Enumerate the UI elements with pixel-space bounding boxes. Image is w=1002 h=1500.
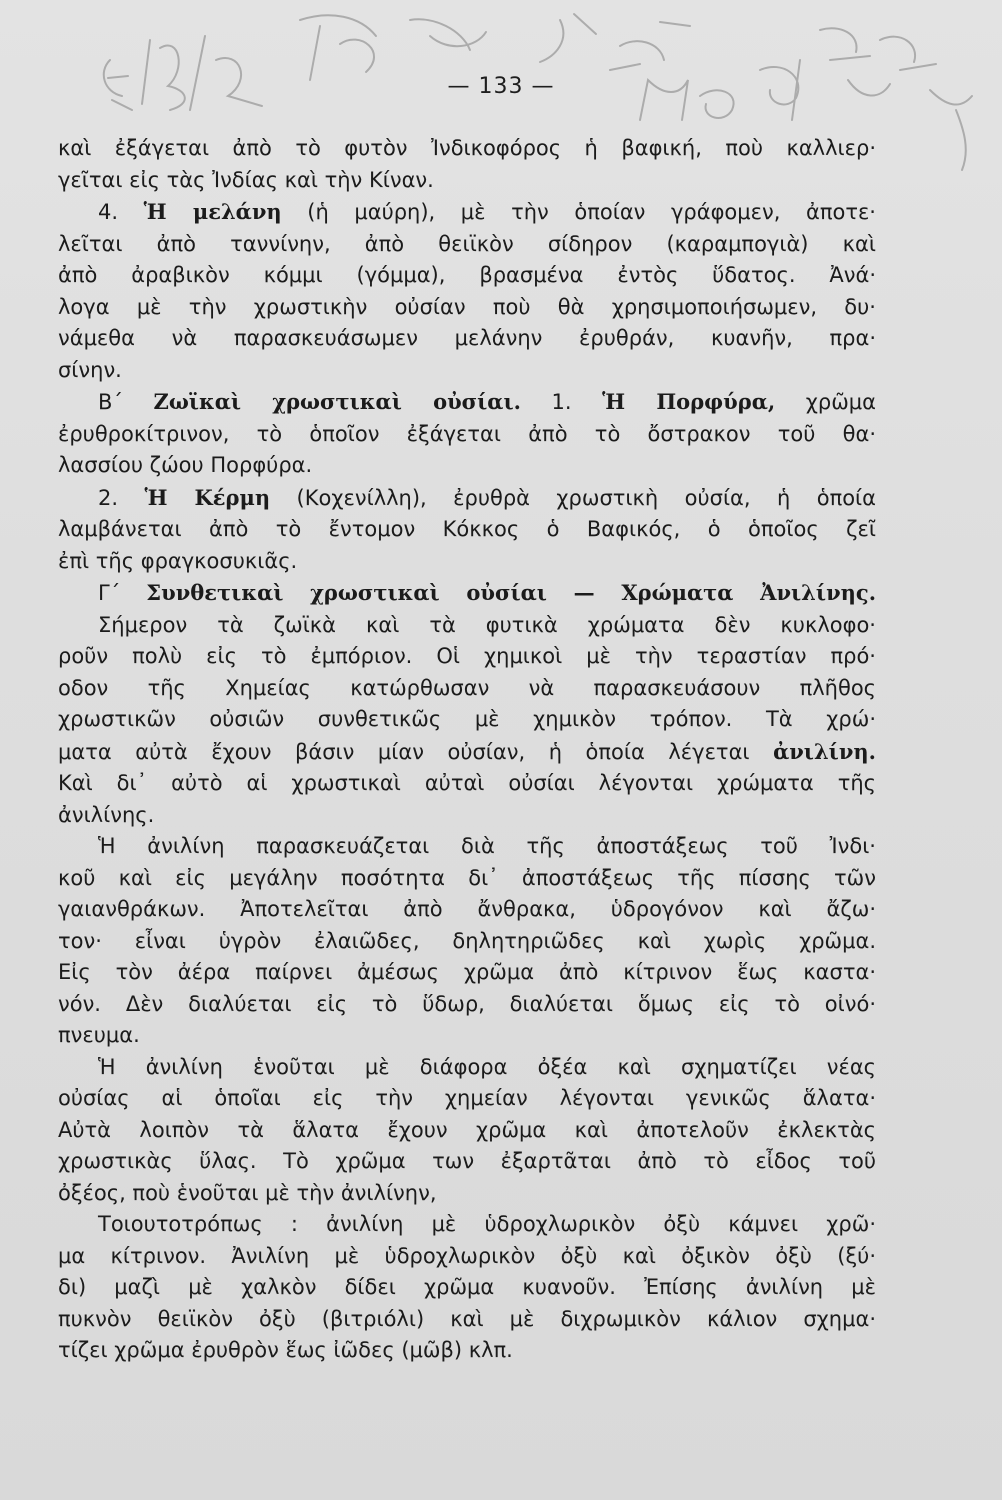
- text-line: [58, 260, 876, 292]
- text-line-text: ὀξέος, ποὺ ἑνοῦται μὲ τὴν ἀνιλίνην,: [58, 1180, 437, 1205]
- text-line: [58, 1083, 876, 1115]
- text-line-bold2: Ἡ Πορφύρα,: [602, 389, 776, 414]
- text-line-text: κοῦ καὶ εἰς μεγάλην ποσότητα δι᾽ ἀποστάξεως τῆς πίσσης τῶν: [58, 865, 876, 890]
- text-line: [58, 894, 876, 926]
- text-line-text: οδον τῆς Χημείας κατώρθωσαν νὰ παρασκευάσουν πλῆθος: [58, 675, 876, 700]
- text-line: [58, 641, 876, 673]
- text-line-text: οὐσίας αἱ ὁποῖαι εἰς τὴν χημείαν λέγονται γενικῶς ἅλατα·: [58, 1086, 876, 1110]
- text-line-text: Αὐτὰ λοιπὸν τὰ ἅλατα ἔχουν χρῶμα καὶ ἀποτελοῦν ἐκλεκτὰς: [58, 1117, 876, 1142]
- text-line: [58, 1209, 876, 1241]
- text-line: [58, 546, 876, 578]
- text-line: [58, 863, 876, 895]
- text-line: [58, 1052, 876, 1084]
- text-line: [58, 229, 876, 261]
- text-line: [58, 1115, 876, 1147]
- text-line-text: ροῦν πολὺ εἰς τὸ ἐμπόριον. Οἱ χημικοὶ μὲ τὴν τεραστίαν πρό·: [58, 644, 876, 668]
- text-line: [58, 133, 876, 165]
- text-line: [58, 1335, 876, 1367]
- text-line: [58, 1304, 876, 1336]
- text-line: [58, 450, 876, 482]
- text-line: [58, 1272, 876, 1304]
- text-line: [58, 610, 876, 642]
- text-line: [58, 514, 876, 546]
- text-line-text: ἀνιλίνης.: [58, 802, 155, 827]
- text-line-text: ματα αὐτὰ ἔχουν βάσιν μίαν οὐσίαν, ἡ ὁποία λέγεται: [58, 739, 774, 764]
- text-line-text: μα κίτρινον. Ἀνιλίνη μὲ ὑδροχλωρικὸν ὀξὺ καὶ ὀξικὸν ὀξὺ (ξύ·: [58, 1243, 876, 1268]
- text-line-text: νάμεθα νὰ παρασκευάσωμεν μελάνην ἐρυθράν, κυανῆν, πρα·: [58, 326, 876, 350]
- text-line-text2: χρῶμα: [775, 390, 877, 414]
- text-line: [58, 355, 876, 387]
- text-line-text: τίζει χρῶμα ἐρυθρὸν ἕως ἰῶδες (μῶβ) κλπ.: [58, 1338, 513, 1362]
- text-line-text: (ἡ μαύρη), μὲ τὴν ὁποίαν γράφομεν, ἀποτε·: [281, 200, 876, 224]
- text-line-text: Καὶ δι᾽ αὐτὸ αἱ χρωστικαὶ αὐταὶ οὐσίαι λέγονται χρώματα τῆς: [58, 771, 876, 795]
- text-line-lead: 4.: [98, 200, 144, 224]
- text-line: [58, 1178, 876, 1210]
- text-line-lead: 2.: [98, 485, 145, 510]
- text-line-lead: Β΄: [98, 390, 154, 414]
- text-line-text: τον· εἶναι ὑγρὸν ἐλαιῶδες, δηλητηριῶδες καὶ χωρὶς χρῶμα.: [58, 928, 876, 953]
- text-line: [58, 323, 876, 355]
- text-line: [58, 736, 876, 769]
- text-line-text: λογα μὲ τὴν χρωστικὴν οὐσίαν ποὺ θὰ χρησιμοποιήσωμεν, δυ·: [58, 294, 876, 319]
- text-line-text: ἐπὶ τῆς φραγκοσυκιᾶς.: [58, 548, 298, 573]
- text-line-text: νόν. Δὲν διαλύεται εἰς τὸ ὕδωρ, διαλύεται ὅμως εἰς τὸ οἰνό·: [58, 991, 876, 1016]
- body-text: [58, 133, 876, 1367]
- text-line-text: λεῖται ἀπὸ ταννίνην, ἀπὸ θειϊκὸν σίδηρον (καραμπογιὰ) καὶ: [58, 231, 876, 256]
- text-line-text: πνευμα.: [58, 1023, 140, 1047]
- text-line-text: ἀπὸ ἀραβικὸν κόμμι (γόμμα), βρασμένα ἐντὸς ὕδατος. Ἀνά·: [58, 263, 876, 287]
- text-line: [58, 831, 876, 863]
- text-line-text: Εἰς τὸν ἀέρα παίρνει ἀμέσως χρῶμα ἀπὸ κίτρινον ἕως καστα·: [58, 960, 876, 984]
- text-line-bold: Συνθετικαὶ χρωστικαὶ οὐσίαι — Χρώματα Ἀνιλίνης.: [146, 580, 877, 605]
- text-line: [58, 957, 876, 989]
- text-line: [58, 926, 876, 958]
- text-line-bold: ἀνιλίνη.: [773, 738, 876, 764]
- text-line-text: 1.: [520, 390, 603, 414]
- text-line-text: καὶ ἐξάγεται ἀπὸ τὸ φυτὸν Ἰνδικοφόρος ἡ βαφική, ποὺ καλλιερ·: [58, 136, 876, 160]
- text-line: [58, 989, 876, 1021]
- text-line-bold: Ἡ μελάνη: [143, 199, 282, 224]
- text-line-text: λαμβάνεται ἀπὸ τὸ ἔντομον Κόκκος ὁ Βαφικός, ὁ ὁποῖος ζεῖ: [58, 517, 876, 541]
- text-line-text: (Κοχενίλλη), ἐρυθρὰ χρωστικὴ οὐσία, ἡ ὁποία: [270, 485, 877, 510]
- text-line-text: χρωστικῶν οὐσιῶν συνθετικῶς μὲ χημικὸν τρόπον. Τὰ χρώ·: [58, 707, 876, 731]
- text-line: [58, 704, 876, 736]
- text-line: [58, 768, 876, 800]
- text-line-text: λασσίου ζώου Πορφύρα.: [58, 453, 313, 477]
- text-line: [58, 1146, 876, 1178]
- text-line-text: χρωστικὰς ὕλας. Τὸ χρῶμα των ἐξαρτᾶται ἀπὸ τὸ εἶδος τοῦ: [58, 1149, 876, 1173]
- text-line: [58, 419, 876, 451]
- text-line: [58, 482, 876, 515]
- text-line-text: Τοιουτοτρόπως : ἀνιλίνη μὲ ὑδροχλωρικὸν ὀξὺ κάμνει χρῶ·: [98, 1212, 876, 1236]
- text-line-text: γεῖται εἰς τὰς Ἰνδίας καὶ τὴν Κίναν.: [58, 167, 434, 192]
- text-line-lead: Γ΄: [98, 581, 147, 605]
- page-number: — 133 —: [447, 74, 555, 99]
- text-line: [58, 800, 876, 832]
- text-line-text: σίνην.: [58, 357, 122, 382]
- text-line-text: δι) μαζὶ μὲ χαλκὸν δίδει χρῶμα κυανοῦν. Ἐπίσης ἀνιλίνη μὲ: [58, 1275, 876, 1299]
- text-line: [58, 165, 876, 197]
- text-line: [58, 1020, 876, 1052]
- text-line-text: γαιανθράκων. Ἀποτελεῖται ἀπὸ ἄνθρακα, ὑδρογόνον καὶ ἄζω·: [58, 897, 876, 921]
- text-line-text: Ἡ ἀνιλίνη ἑνοῦται μὲ διάφορα ὀξέα καὶ σχηματίζει νέας: [98, 1054, 876, 1079]
- text-line: [58, 196, 876, 229]
- text-line: [58, 577, 876, 610]
- text-line: [58, 673, 876, 705]
- text-line-text: Σήμερον τὰ ζωϊκὰ καὶ τὰ φυτικὰ χρώματα δὲν κυκλοφο·: [98, 612, 876, 637]
- text-line-bold: Ἡ Κέρμη: [144, 484, 271, 510]
- text-line: [58, 292, 876, 324]
- text-line-text: Ἡ ἀνιλίνη παρασκευάζεται διὰ τῆς ἀποστάξεως τοῦ Ἰνδι·: [98, 834, 876, 858]
- text-line: [58, 1241, 876, 1273]
- text-line-bold: Ζωϊκαὶ χρωστικαὶ οὐσίαι.: [153, 389, 521, 414]
- text-line: [58, 386, 876, 419]
- text-line-text: ἐρυθροκίτρινον, τὸ ὁποῖον ἐξάγεται ἀπὸ τὸ ὄστρακον τοῦ θα·: [58, 421, 876, 446]
- text-line-text: πυκνὸν θειϊκὸν ὀξὺ (βιτριόλι) καὶ μὲ διχρωμικὸν κάλιον σχημα·: [58, 1306, 876, 1331]
